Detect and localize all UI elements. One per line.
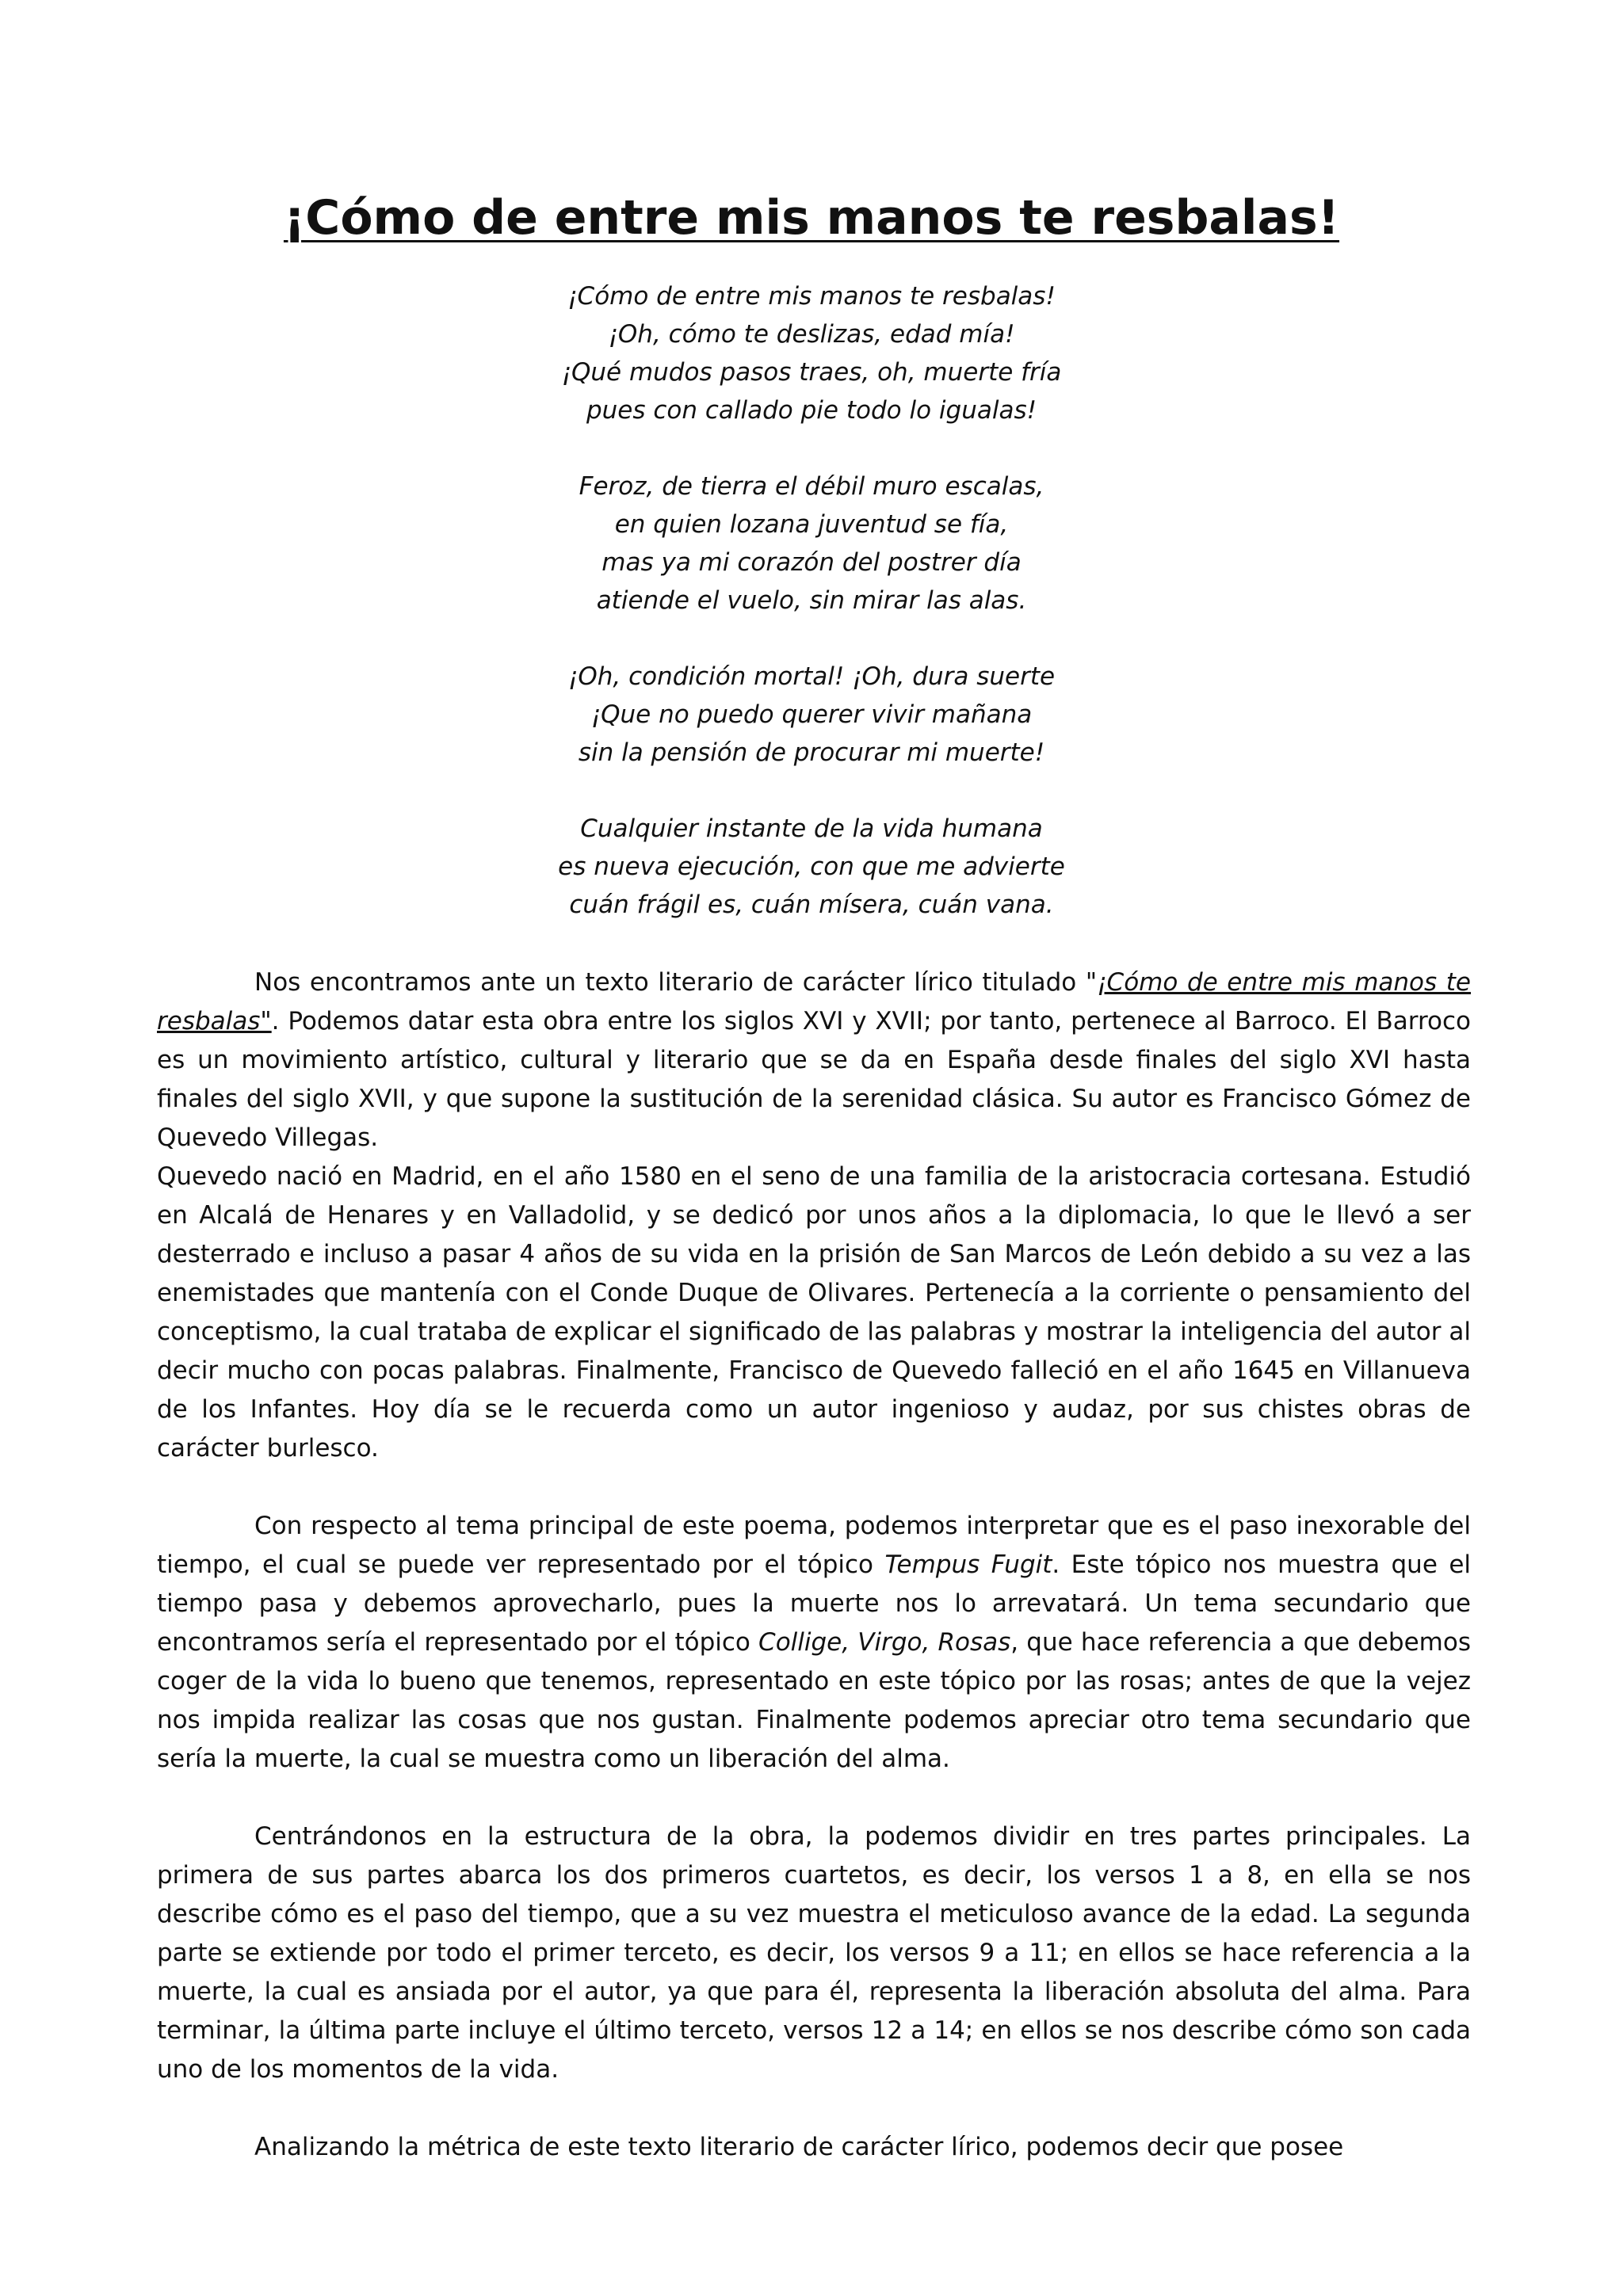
poem-verse: sin la pensión de procurar mi muerte!: [578, 738, 1045, 767]
paragraph-introduction: [157, 963, 1471, 1158]
poem-verse: Cualquier instante de la vida humana: [580, 814, 1043, 843]
poem-verse: cuán frágil es, cuán mísera, cuán vana.: [569, 891, 1054, 919]
paragraph-structure: Centrándonos en la estructura de la obra, la podemos dividir en tres partes principales. La primera de sus partes abarca los dos primeros cuartetos, es decir, los versos 1 a 8, en ella se nos describe cómo es el paso del tiempo, que a su vez muestra el meticuloso avance de la edad. La segunda parte se extiende por todo el primer terceto, es decir, los versos 9 a 11; en ellos se hace referencia a la muerte, la cual es ansiada por el autor, ya que para él, representa la liberación absoluta del alma. Para terminar, la última parte incluye el último terceto, versos 12 a 14; en ellos se nos describe cómo son cada uno de los momentos de la vida.: [157, 1822, 1471, 2084]
poem-verse: es nueva ejecución, con que me advierte: [558, 852, 1065, 881]
paragraph-text: , que hace referencia a que debemos coger de la vida lo bueno que tenemos, representado en este tópico por las rosas; antes de que la vejez nos impida realizar las cosas que nos gustan. Finalmente podemos apreciar otro tema secundario que sería la muerte, la cual se muestra como un liberación del alma.: [157, 1628, 1471, 1773]
poem-verse: atiende el vuelo, sin mirar las alas.: [596, 586, 1027, 615]
paragraph-text: . Podemos datar esta obra entre los siglos XVI y XVII; por tanto, pertenece al Barroco. El Barroco es un movimiento artístico, cultural y literario que se da en España desde finales del siglo XVI hasta finales del siglo XVII, y que supone la sustitución de la serenidad clásica. Su autor es Francisco Gómez de Quevedo Villegas.: [157, 1007, 1471, 1152]
poem-stanza: [0, 277, 1623, 429]
poem-verse: ¡Qué mudos pasos traes, oh, muerte fría: [561, 358, 1062, 387]
poem-verse: Feroz, de tierra el débil muro escalas,: [579, 472, 1044, 501]
poem-verse: pues con callado pie todo lo igualas!: [586, 396, 1037, 425]
paragraph-theme: [157, 1507, 1471, 1779]
paragraph-text: . Este tópico nos muestra que el tiempo pasa y debemos aprovecharlo, pues la muerte nos lo arrevatará. Un tema secundario que encontramos sería el representado por el tópico: [157, 1550, 1471, 1657]
poem-stanza: [0, 658, 1623, 772]
paragraph-metrics: Analizando la métrica de este texto literario de carácter lírico, podemos decir que posee: [254, 2133, 1344, 2161]
poem-verse: en quien lozana juventud se fía,: [614, 510, 1009, 539]
poem-stanza: [0, 810, 1623, 924]
poem: [0, 277, 1623, 962]
topic-tempus-fugit: Tempus Fugit: [884, 1550, 1052, 1579]
topic-collige-virgo-rosas: Collige, Virgo, Rosas: [758, 1628, 1011, 1657]
poem-verse: ¡Oh, cómo te deslizas, edad mía!: [608, 320, 1015, 349]
paragraph-author: Quevedo nació en Madrid, en el año 1580 en el seno de una familia de la aristocracia cortesana. Estudió en Alcalá de Henares y en Valladolid, y se dedicó por unos años a la diplomacia, lo que le llevó a ser desterrado e incluso a pasar 4 años de su vida en la prisión de San Marcos de León debido a su vez a las enemistades que mantenía con el Conde Duque de Olivares. Pertenecía a la corriente o pensamiento del conceptismo, la cual trataba de explicar el significado de las palabras y mostrar la inteligencia del autor al decir mucho con pocas palabras. Finalmente, Francisco de Quevedo falleció en el año 1645 en Villanueva de los Infantes. Hoy día se le recuerda como un autor ingenioso y audaz, por sus chistes obras de carácter burlesco.: [157, 1162, 1471, 1463]
page-title: ¡Cómo de entre mis manos te resbalas!: [283, 190, 1340, 246]
poem-verse: mas ya mi corazón del postrer día: [601, 548, 1022, 577]
paragraph-text: Nos encontramos ante un texto literario de carácter lírico titulado ": [254, 968, 1098, 997]
poem-verse: ¡Cómo de entre mis manos te resbalas!: [567, 282, 1056, 311]
poem-title-reference: ¡Cómo de entre mis manos te resbalas": [157, 968, 1472, 1035]
paragraph-text: Con respecto al tema principal de este poema, podemos interpretar que es el paso inexorable del tiempo, el cual se puede ver representado por el tópico: [157, 1512, 1471, 1579]
poem-stanza: [0, 467, 1623, 620]
poem-verse: ¡Que no puedo querer vivir mañana: [590, 700, 1033, 729]
poem-verse: ¡Oh, condición mortal! ¡Oh, dura suerte: [567, 662, 1056, 691]
analysis-text: [157, 963, 1471, 2167]
